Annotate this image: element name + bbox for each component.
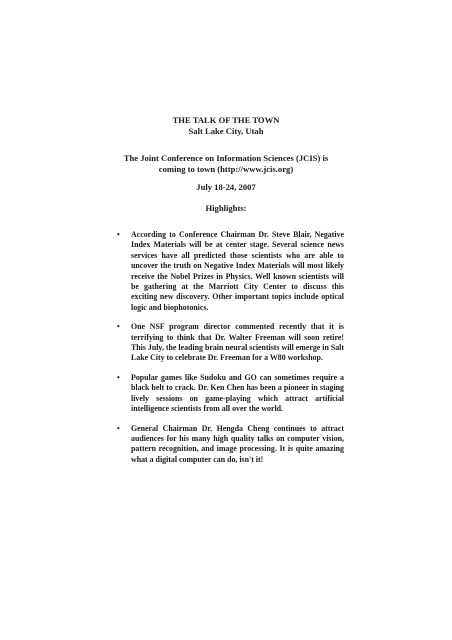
intro-block bbox=[108, 153, 344, 175]
list-item bbox=[117, 373, 344, 415]
highlights-heading: Highlights: bbox=[205, 203, 247, 213]
bullet-icon: • bbox=[117, 322, 120, 332]
highlight-text: Popular games like Sudoku and GO can sometimes require a black belt to crack. Dr. Ken Chen has been a pioneer in staging lively sessions on game-playing which attract artificial intelligence scientists from all over the world. bbox=[131, 372, 344, 414]
title-block bbox=[108, 115, 344, 137]
dates-block bbox=[108, 182, 344, 193]
highlight-text: General Chairman Dr. Hengda Cheng continues to attract audiences for his many high quality talks on computer vision, pattern recognition, and image processing. It is quite amazing what a digital computer can do, isn't it! bbox=[131, 423, 344, 464]
bullet-icon: • bbox=[117, 423, 120, 433]
list-item bbox=[117, 230, 344, 313]
highlight-text: According to Conference Chairman Dr. Steve Blair, Negative Index Materials will be at center stage. Several science news services have all predicted those scientists who are able to uncover the truth on Negative Index Materials will most likely receive the Nobel Prizes in Physics. Well known scientists will be gathering at the Marriott City Center to discuss this exciting new discovery. Other important topics include optical logic and biophotonics. bbox=[131, 230, 344, 312]
highlights-list bbox=[117, 230, 344, 474]
bullet-icon: • bbox=[117, 372, 120, 382]
document-title: THE TALK OF THE TOWN bbox=[172, 115, 280, 125]
bullet-icon: • bbox=[117, 230, 120, 239]
intro-line-2: coming to town (http://www.jcis.org) bbox=[158, 164, 294, 174]
conference-dates: July 18-24, 2007 bbox=[196, 182, 256, 192]
document-location: Salt Lake City, Utah bbox=[188, 126, 264, 136]
highlights-heading-block bbox=[108, 203, 344, 214]
intro-line-1: The Joint Conference on Information Sciences (JCIS) is bbox=[123, 153, 329, 163]
list-item bbox=[117, 424, 344, 466]
list-item bbox=[117, 322, 344, 364]
highlight-text: One NSF program director commented recently that it is terrifying to think that Dr. Walter Freeman will soon retire! This July, the leading brain neural scientists will emerge in Salt Lake City to celebrate Dr. Freeman for a W80 workshop. bbox=[131, 322, 344, 363]
